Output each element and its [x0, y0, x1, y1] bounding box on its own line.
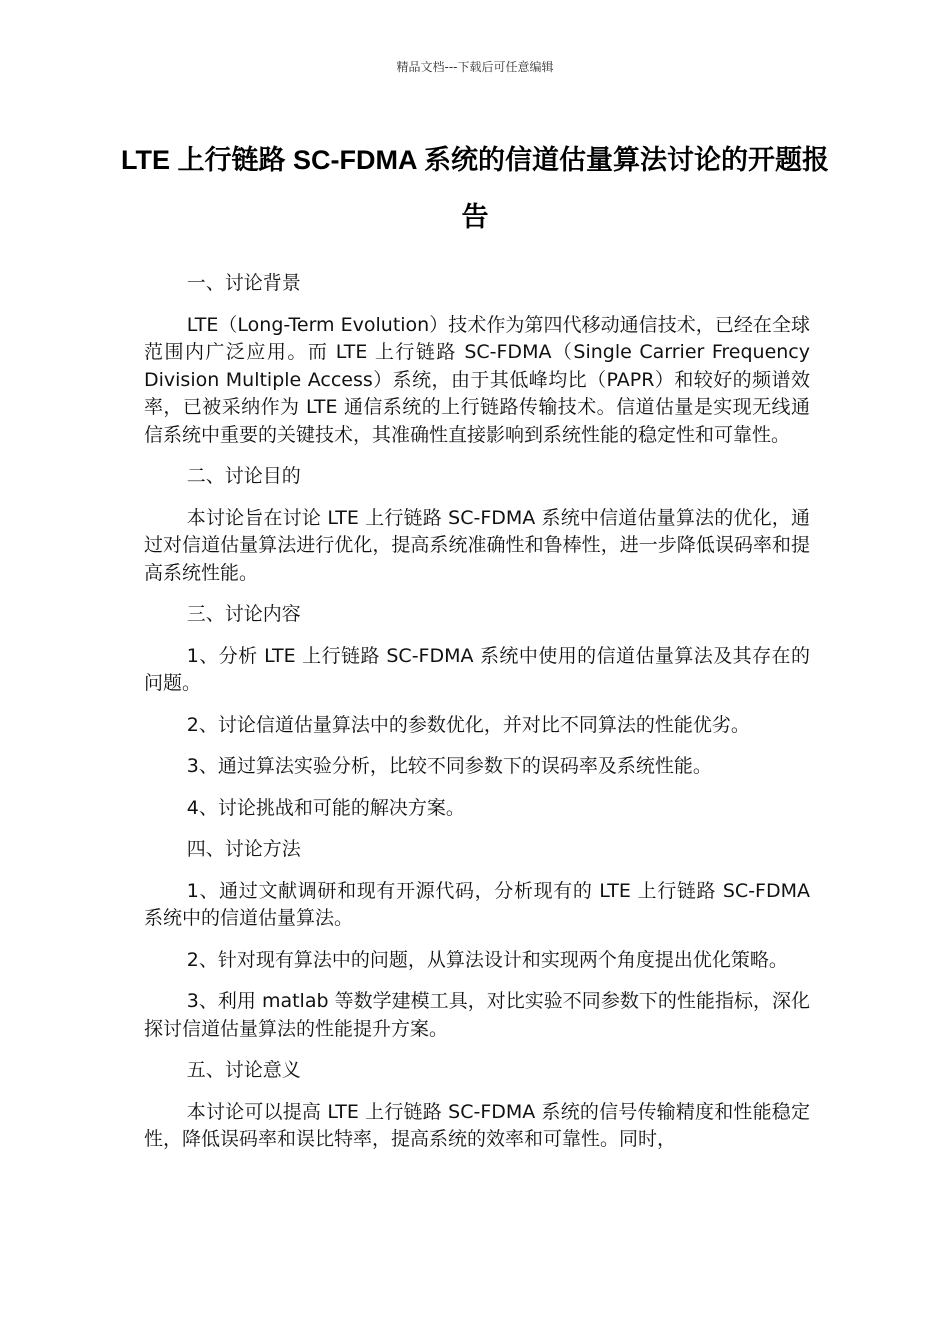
list-item-content-2: 2、讨论信道估量算法中的参数优化，并对比不同算法的性能优劣。 — [186, 713, 750, 736]
section-heading-content: 三、讨论内容 — [186, 603, 301, 625]
list-item-method-1: 1、通过文献调研和现有开源代码，分析现有的 LTE 上行链路 SC-FDMA 系统中的信道估量算法。 — [144, 879, 810, 929]
section-heading-background: 一、讨论背景 — [186, 272, 301, 294]
document-body — [144, 270, 810, 1168]
list-item-content-3: 3、通过算法实验分析，比较不同参数下的误码率及系统性能。 — [186, 755, 712, 777]
list-item-content-1: 1、分析 LTE 上行链路 SC-FDMA 系统中使用的信道估量算法及其存在的问题。 — [144, 644, 810, 694]
list-item-method-2: 2、针对现有算法中的问题，从算法设计和实现两个角度提出优化策略。 — [186, 948, 788, 971]
section-heading-method: 四、讨论方法 — [186, 838, 301, 860]
section-heading-significance: 五、讨论意义 — [186, 1059, 301, 1081]
section-heading-purpose: 二、讨论目的 — [186, 465, 301, 487]
document-title: LTE 上行链路 SC-FDMA 系统的信道估量算法讨论的开题报告 — [121, 145, 829, 232]
paragraph-significance: 本讨论可以提高 LTE 上行链路 SC-FDMA 系统的信号传输精度和性能稳定性，降低误码率和误比特率，提高系统的效率和可靠性。同时， — [144, 1100, 810, 1150]
page-header: 精品文档---下载后可任意编辑 — [396, 60, 554, 74]
paragraph-purpose: 本讨论旨在讨论 LTE 上行链路 SC-FDMA 系统中信道估量算法的优化，通过对信道估量算法进行优化，提高系统准确性和鲁棒性，进一步降低误码率和提高系统性能。 — [144, 506, 810, 584]
list-item-method-3: 3、利用 matlab 等数学建模工具，对比实验不同参数下的性能指标，深化探讨信道估量算法的性能提升方案。 — [144, 990, 810, 1040]
paragraph-background: LTE（Long-Term Evolution）技术作为第四代移动通信技术，已经在全球范围内广泛应用。而 LTE 上行链路 SC-FDMA（Single Carrier Frequency Division Multiple Access）系统，由于其低峰均比（PAPR）和较好的频谱效率，已被采纳作为 LTE 通信系统的上行链路传输技术。信道估量是实现无线通信系统中重要的关键技术，其准确性直接影响到系统性能的稳定性和可靠性。 — [144, 313, 810, 446]
list-item-content-4: 4、讨论挑战和可能的解决方案。 — [186, 796, 465, 819]
